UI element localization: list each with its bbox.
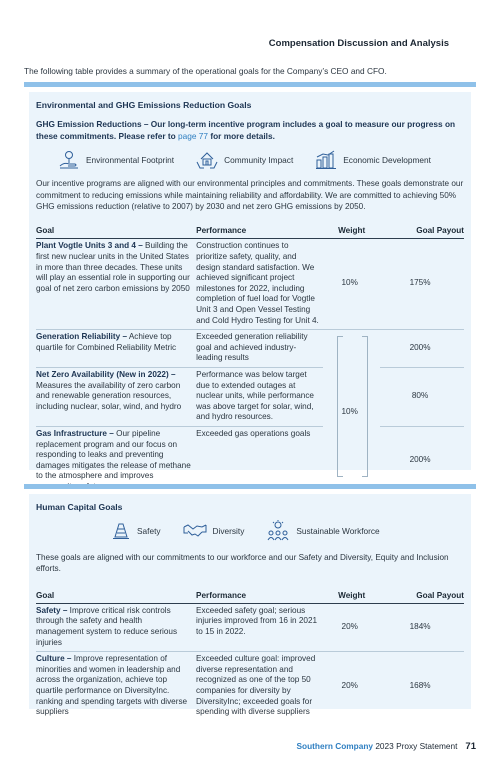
goal-cell xyxy=(36,330,196,368)
weight-bracket-right xyxy=(362,336,368,477)
goal-title: Gas Infrastructure – xyxy=(36,428,114,438)
human-capital-goals-title: Human Capital Goals xyxy=(36,502,123,512)
goal-cell xyxy=(36,652,196,721)
safety-item xyxy=(111,521,161,541)
col-header-payout: Goal Payout xyxy=(380,589,464,604)
table-row xyxy=(36,367,464,426)
goal-cell xyxy=(36,239,196,330)
economic-development-item xyxy=(315,150,431,170)
environment-icons-row xyxy=(36,150,464,170)
safety-cone-icon xyxy=(111,521,131,541)
performance-cell: Exceeded safety goal; serious injuries improved from 16 in 2021 to 15 in 2022. xyxy=(196,603,323,651)
col-header-weight: Weight xyxy=(323,224,380,239)
environmental-goals-box xyxy=(24,82,476,481)
environment-paragraph: Our incentive programs are aligned with our environmental principles and commitments. These goals demonstrate our commitment to reducing emissions while maintaining reliability and affordability. We are committed to achieving 50% GHG emissions reduction (relative to 2007) by 2030 and net zero GHG emissions by 2050. xyxy=(36,179,464,211)
payout-cell: 200% xyxy=(380,330,464,368)
goal-desc: Achieve top quartile for Combined Reliability Metric xyxy=(36,332,177,352)
handshake-icon xyxy=(183,521,207,541)
ghg-emission-paragraph xyxy=(36,119,464,142)
weight-bracket-left xyxy=(337,336,343,477)
human-capital-goals-box xyxy=(24,484,476,717)
diversity-label: Diversity xyxy=(212,526,245,536)
table-row xyxy=(36,330,464,368)
environmental-footprint-item xyxy=(58,150,174,170)
payout-cell: 184% xyxy=(380,603,464,651)
payout-cell: 200% xyxy=(409,455,431,465)
page-footer xyxy=(296,741,476,752)
house-hands-icon xyxy=(196,150,218,170)
goal-title: Plant Vogtle Units 3 and 4 – xyxy=(36,241,143,251)
goal-desc: Improve critical risk controls through the safety and health management system to reduce serious injuries xyxy=(36,605,178,647)
goal-title: Generation Reliability – xyxy=(36,332,127,342)
tree-hand-icon xyxy=(58,150,80,170)
col-header-performance: Performance xyxy=(196,589,323,604)
environment-goals-table xyxy=(36,224,464,495)
performance-cell: Exceeded culture goal: improved diverse representation and recognized as one of the top 50 companies for diversity by DiversityInc; exceeded goals for spending with diverse suppliers xyxy=(196,654,316,717)
table-row xyxy=(36,239,464,330)
performance-cell: Exceeded generation reliability goal and achieved industry-leading results xyxy=(196,330,323,368)
page-number: 71 xyxy=(465,741,476,752)
people-idea-icon xyxy=(266,520,290,542)
group-weight-value: 10% xyxy=(341,407,358,417)
goal-title: Safety – xyxy=(36,605,68,615)
page-77-link[interactable]: page 77 xyxy=(178,130,209,141)
ghg-lead-text: GHG Emission Reductions – Our long-term incentive program includes a goal to measure our progress on these commitments. Please refer to xyxy=(36,119,456,141)
weight-cell: 20% xyxy=(341,680,358,690)
col-header-goal: Goal xyxy=(36,589,196,604)
sustainable-workforce-label: Sustainable Workforce xyxy=(296,526,380,536)
goal-title: Culture – xyxy=(36,654,72,664)
footer-doc: 2023 Proxy Statement xyxy=(373,741,458,751)
environmental-footprint-label: Environmental Footprint xyxy=(86,155,175,166)
col-header-goal: Goal xyxy=(36,224,196,239)
payout-cell: 175% xyxy=(380,239,464,330)
goal-title: Net Zero Availability (New in 2022) – xyxy=(36,369,176,379)
group-weight-cell xyxy=(323,330,380,496)
payout-cell: 80% xyxy=(380,367,464,426)
table-row xyxy=(36,652,464,721)
goal-desc: Measures the availability of zero carbon and renewable generation resources, including nuclear, solar, wind, and hydro xyxy=(36,380,182,411)
goal-desc: Improve representation of minorities and women in leadership and across the organization, achieve top quartile performance on DiversityInc. ranking and spending targets with diverse suppliers xyxy=(36,654,188,717)
col-header-payout: Goal Payout xyxy=(380,224,464,239)
col-header-weight: Weight xyxy=(323,589,380,604)
performance-cell: Construction continues to prioritize safety, quality, and design standard satisfaction. We achieved significant project milestones for 2022, including completion of fuel load for Vogtle Unit 3 and Open Vessel Testing and Cold Hydro Testing for Unit 4. xyxy=(196,239,323,330)
goal-desc: Building the first new nuclear units in the United States in more than three decades. These units will play an essential role in supporting our goal of net zero carbon emissions by 2050 xyxy=(36,241,190,293)
diversity-item xyxy=(183,521,245,541)
intro-text: The following table provides a summary of the operational goals for the Company’s CEO and CFO. xyxy=(24,66,387,76)
table-row xyxy=(36,603,464,651)
sustainable-workforce-item xyxy=(266,520,379,542)
human-capital-paragraph: These goals are aligned with our commitments to our workforce and our Safety and Diversity, Equity and Inclusion efforts. xyxy=(36,553,449,574)
ghg-tail-text: for more details. xyxy=(208,130,275,141)
performance-cell: Performance was below target due to extended outages at nuclear units, while performance was above target for solar, wind, and hydro resources. xyxy=(196,367,323,426)
weight-cell: 10% xyxy=(323,239,380,330)
community-impact-item xyxy=(196,150,293,170)
weight-cell: 20% xyxy=(323,603,380,651)
col-header-performance: Performance xyxy=(196,224,323,239)
performance-cell: Exceeded gas operations goals xyxy=(196,428,311,438)
section-header: Compensation Discussion and Analysis xyxy=(268,38,449,49)
footer-company: Southern Company xyxy=(296,741,374,751)
safety-label: Safety xyxy=(137,526,161,536)
community-impact-label: Community Impact xyxy=(224,155,294,166)
goal-cell xyxy=(36,367,196,426)
payout-cell: 168% xyxy=(409,680,431,690)
building-chart-icon xyxy=(315,150,337,170)
human-capital-icons-row xyxy=(36,520,464,542)
goal-desc: Our pipeline replacement program and our focus on responding to leaks and preventing damages mitigates the release of methane to the atmosphere and improves xyxy=(36,428,191,481)
economic-development-label: Economic Development xyxy=(343,155,431,166)
goal-cell xyxy=(36,603,196,651)
human-capital-goals-table xyxy=(36,589,464,721)
environmental-goals-title: Environmental and GHG Emissions Reduction Goals xyxy=(36,100,252,110)
